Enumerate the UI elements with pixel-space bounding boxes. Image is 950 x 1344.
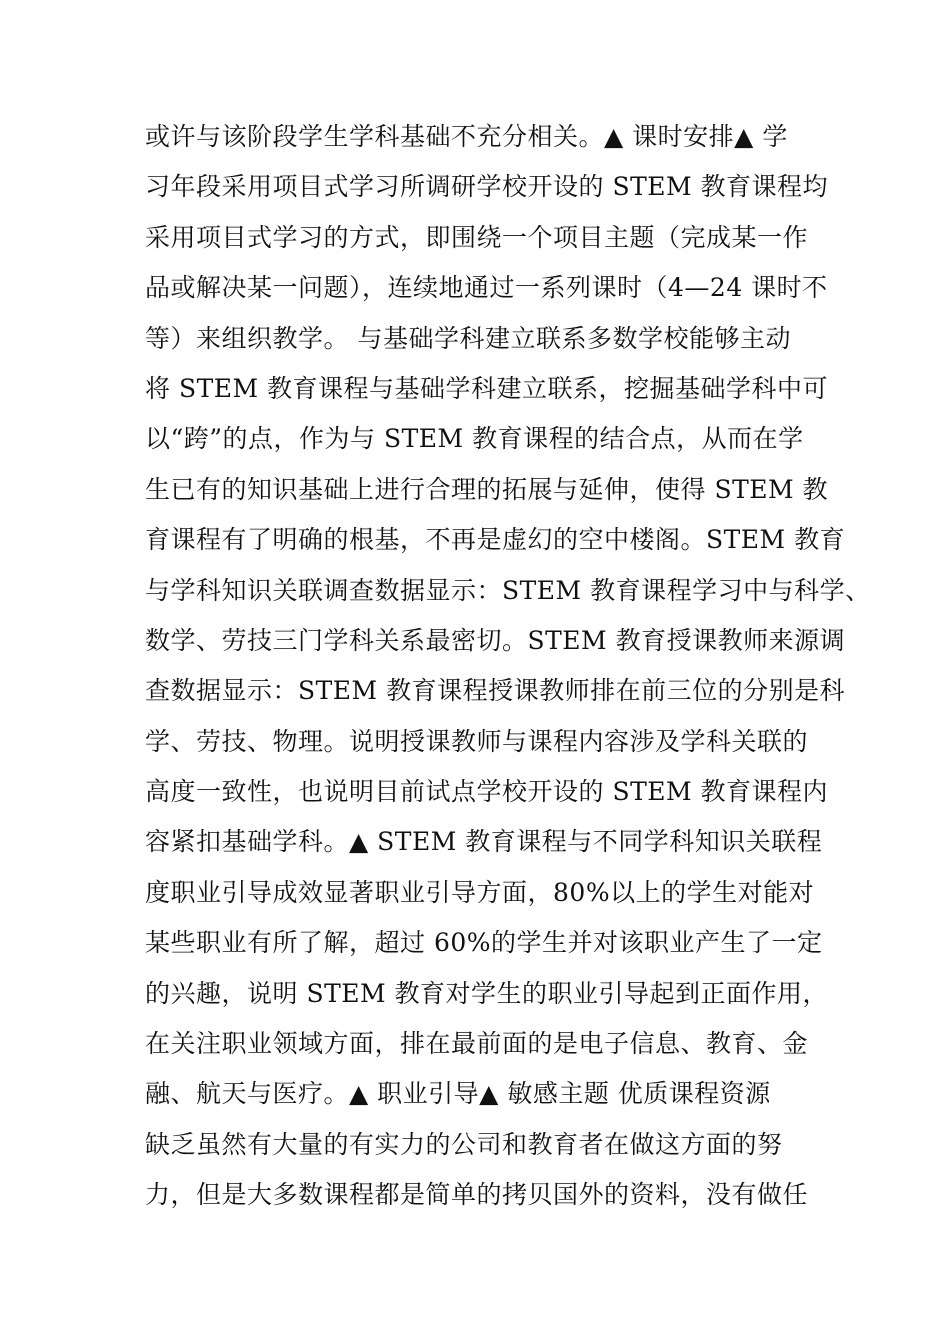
text-line: 高度一致性，也说明目前试点学校开设的 STEM 教育课程内 [145,777,829,807]
body-text [145,112,871,1221]
text-line: 习年段采用项目式学习所调研学校开设的 STEM 教育课程均 [145,172,829,202]
text-line: 生已有的知识基础上进行合理的拓展与延伸，使得 STEM 教 [145,474,829,504]
text-line: 在关注职业领域方面，排在最前面的是电子信息、教育、金 [145,1029,809,1059]
text-line: 查数据显示：STEM 教育课程授课教师排在前三位的分别是科 [145,676,846,706]
text-line: 育课程有了明确的根基，不再是虚幻的空中楼阁。STEM 教育 [145,525,846,555]
text-line: 将 STEM 教育课程与基础学科建立联系，挖掘基础学科中可 [145,373,829,403]
text-line: 的兴趣，说明 STEM 教育对学生的职业引导起到正面作用， [145,978,829,1008]
text-line: 或许与该阶段学生学科基础不充分相关。▲ 课时安排▲ 学 [145,122,788,151]
text-line: 缺乏虽然有大量的有实力的公司和教育者在做这方面的努 [145,1129,783,1159]
text-line: 某些职业有所了解，超过 60%的学生并对该职业产生了一定 [145,928,823,958]
text-line: 学、劳技、物理。说明授课教师与课程内容涉及学科关联的 [145,726,809,756]
text-line: 等）来组织教学。 与基础学科建立联系多数学校能够主动 [145,323,791,353]
text-line: 力，但是大多数课程都是简单的拷贝国外的资料，没有做任 [145,1180,809,1210]
text-line: 数学、劳技三门学科关系最密切。STEM 教育授课教师来源调 [145,625,846,655]
text-line: 以“跨”的点，作为与 STEM 教育课程的结合点，从而在学 [145,424,804,454]
text-line: 与学科知识关联调查数据显示：STEM 教育课程学习中与科学、 [145,575,871,605]
text-line: 品或解决某一问题），连续地通过一系列课时（4—24 课时不 [145,273,828,303]
text-line: 融、航天与医疗。▲ 职业引导▲ 敏感主题 优质课程资源 [145,1079,771,1109]
text-line: 采用项目式学习的方式，即围绕一个项目主题（完成某一作 [145,222,809,252]
text-line: 度职业引导成效显著职业引导方面，80%以上的学生对能对 [145,877,815,907]
text-line: 容紧扣基础学科。▲ STEM 教育课程与不同学科知识关联程 [145,827,823,857]
